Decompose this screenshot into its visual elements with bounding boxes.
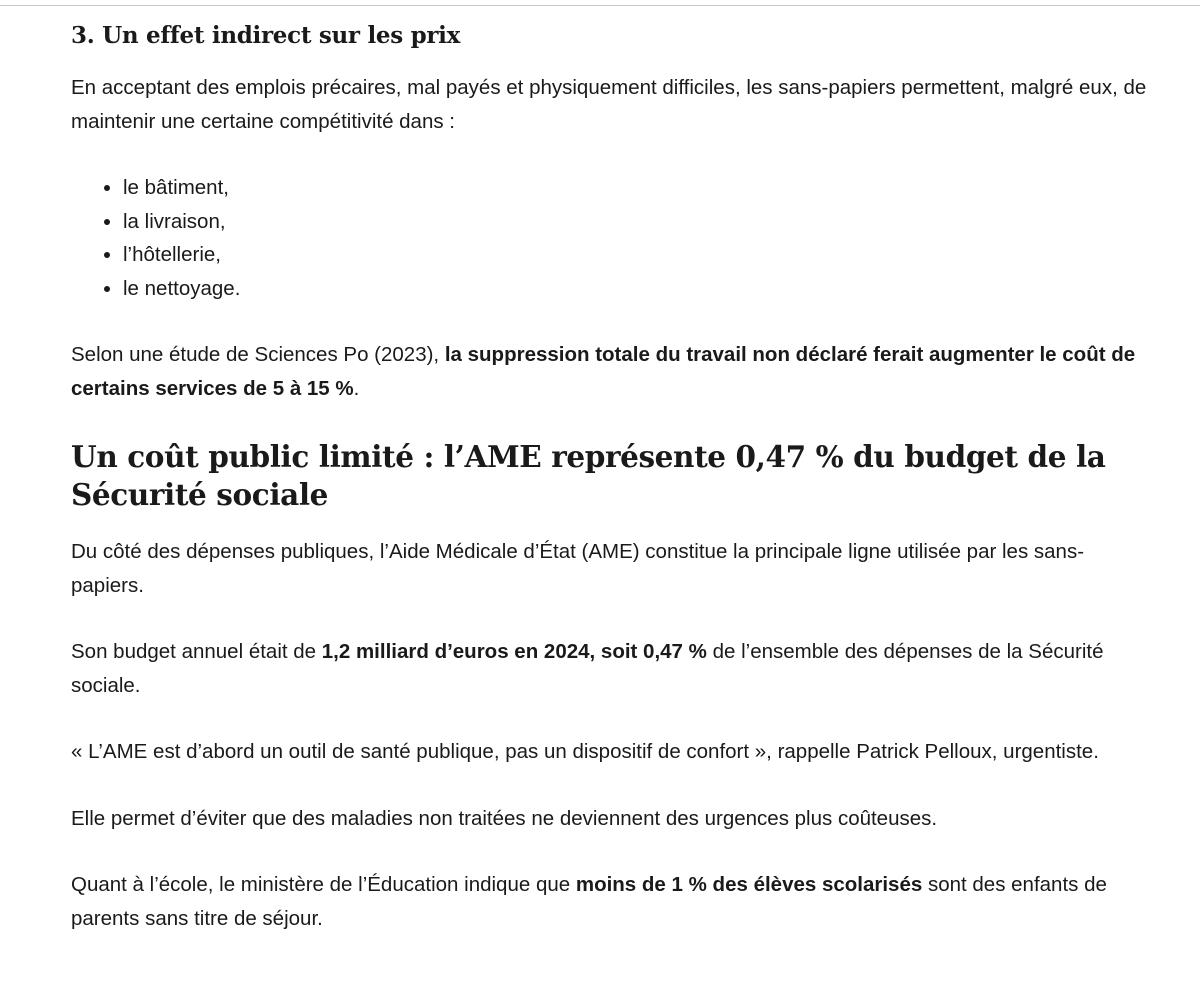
paragraph-etude-sciences-po (71, 338, 1151, 405)
list-item: • le bâtiment, (123, 171, 1151, 205)
paragraph-depenses-publiques: Du côté des dépenses publiques, l’Aide Médicale d’État (AME) constitue la principale ligne utilisée par les sans-papiers. (71, 540, 1085, 597)
list-item: • le nettoyage. (123, 272, 1151, 306)
text: Selon une étude de Sciences Po (2023), (71, 343, 445, 366)
section-heading-ame: Un coût public limité : l’AME représente 0,47 % du budget de la Sécurité sociale (71, 439, 1106, 512)
emphasis-text: moins de 1 % des élèves scolarisés (575, 873, 923, 896)
text: . (353, 376, 360, 400)
paragraph-budget-ame (71, 635, 1151, 702)
sector-list (71, 171, 1151, 305)
text: Quant à l’école, le ministère de l’Éducation indique que (71, 873, 576, 896)
paragraph-intro-emplois: En acceptant des emplois précaires, mal payés et physiquement difficiles, les sans-papiers permettent, malgré eux, de maintenir une certaine compétitivité dans : (71, 76, 1147, 133)
list-item: • la livraison, (123, 205, 1151, 239)
text: de l’ensemble des dépenses de la Sécurité sociale. (71, 640, 1104, 697)
list-item: • l’hôtellerie, (123, 238, 1151, 272)
paragraph-ecole (71, 868, 1151, 935)
emphasis-text: la suppression totale du travail non déclaré ferait augmenter le coût de certains services de 5 à 15 % (71, 343, 1136, 400)
article-body (71, 14, 1151, 935)
top-divider (0, 5, 1200, 6)
emphasis-text: 1,2 milliard d’euros en 2024, soit 0,47 % (321, 640, 707, 663)
text: Son budget annuel était de (71, 640, 322, 663)
section-heading-effet-indirect: 3. Un effet indirect sur les prix (71, 22, 461, 49)
paragraph-maladies: Elle permet d’éviter que des maladies non traitées ne deviennent des urgences plus coûteuses. (71, 806, 938, 830)
quote-patrick-pelloux: « L’AME est d’abord un outil de santé publique, pas un dispositif de confort », rappelle Patrick Pelloux, urgentiste. (71, 740, 1099, 763)
text: sont des enfants de parents sans titre de séjour. (71, 873, 1107, 930)
